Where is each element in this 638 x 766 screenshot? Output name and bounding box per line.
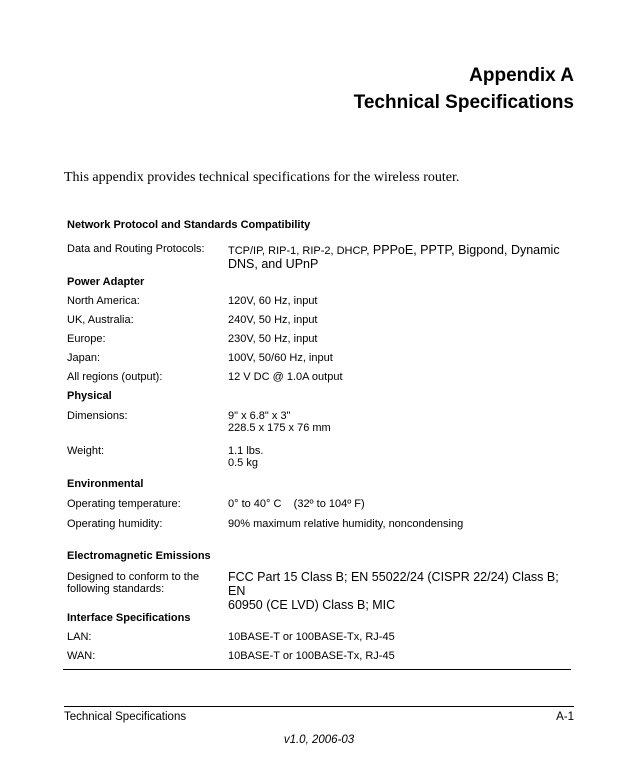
section-title: Electromagnetic Emissions: [67, 550, 211, 562]
version-label: v1.0, 2006-03: [283, 734, 355, 746]
table-row: [63, 443, 571, 478]
row-label: Operating humidity:: [67, 518, 163, 530]
row-value: 90% maximum relative humidity, noncondensing: [228, 518, 464, 530]
table-row: [63, 408, 571, 443]
table-row: [63, 371, 571, 390]
row-value: 120V, 60 Hz, input: [228, 295, 318, 307]
row-value: 9" x 6.8" x 3" 228.5 x 175 x 76 mm: [228, 410, 331, 434]
row-value: 10BASE-T or 100BASE-Tx, RJ-45: [224, 650, 571, 670]
section-physical: [63, 390, 571, 408]
row-label: North America:: [67, 295, 140, 307]
footer-section-title: Technical Specifications: [64, 711, 187, 723]
section-title: Environmental: [67, 478, 144, 490]
row-label: All regions (output):: [67, 371, 163, 383]
row-label: Designed to conform to the following standards:: [67, 571, 200, 595]
table-row: [63, 352, 571, 371]
row-value: TCP/IP, RIP-1, RIP-2, DHCP, PPPoE, PPTP, Bigpond, Dynamic DNS, and UPnP: [228, 243, 560, 271]
row-label: Weight:: [67, 445, 105, 457]
table-row: [63, 498, 571, 518]
table-row: [63, 333, 571, 352]
table-row: [63, 569, 571, 612]
row-label: Japan:: [67, 352, 101, 364]
row-value: 100V, 50/60 Hz, input: [228, 352, 333, 364]
row-value: 1.1 lbs. 0.5 kg: [228, 445, 264, 469]
row-value: 0° to 40° C (32º to 104º F): [228, 498, 365, 510]
row-value: FCC Part 15 Class B; EN 55022/24 (CISPR 22/24) Class B; EN 60950 (CE LVD) Class B; MIC: [228, 570, 559, 612]
section-interface: [63, 612, 571, 631]
table-row: [63, 631, 571, 650]
page-number: A-1: [556, 711, 574, 723]
section-power: [63, 276, 571, 295]
section-emissions: [63, 550, 571, 569]
row-value: 12 V DC @ 1.0A output: [228, 371, 343, 383]
row-label: LAN:: [67, 631, 92, 643]
row-value: 240V, 50 Hz, input: [228, 314, 318, 326]
table-row: [63, 240, 571, 276]
appendix-label: Appendix A: [469, 65, 574, 86]
row-label: Dimensions:: [67, 410, 128, 422]
row-value: 230V, 50 Hz, input: [228, 333, 318, 345]
page-footer: [64, 706, 574, 723]
row-value: 10BASE-T or 100BASE-Tx, RJ-45: [228, 631, 395, 643]
row-label: UK, Australia:: [67, 314, 134, 326]
table-row: [63, 295, 571, 314]
appendix-title: Technical Specifications: [353, 92, 574, 113]
section-title: Network Protocol and Standards Compatibility: [67, 219, 311, 231]
section-title: Physical: [67, 390, 112, 402]
section-title: Power Adapter: [67, 276, 145, 288]
table-row: [63, 650, 571, 670]
section-environmental: [63, 478, 571, 498]
intro-paragraph: This appendix provides technical specifications for the wireless router.: [64, 170, 460, 185]
specifications-table: [63, 219, 571, 670]
page-title: [354, 62, 574, 116]
row-label: Operating temperature:: [67, 498, 181, 510]
section-network: [63, 219, 571, 240]
section-title: Interface Specifications: [67, 612, 191, 624]
row-label: Data and Routing Protocols:: [67, 243, 205, 255]
row-label: Europe:: [67, 333, 106, 345]
table-row: [63, 314, 571, 333]
table-row: [63, 518, 571, 550]
row-label: WAN:: [63, 650, 224, 670]
